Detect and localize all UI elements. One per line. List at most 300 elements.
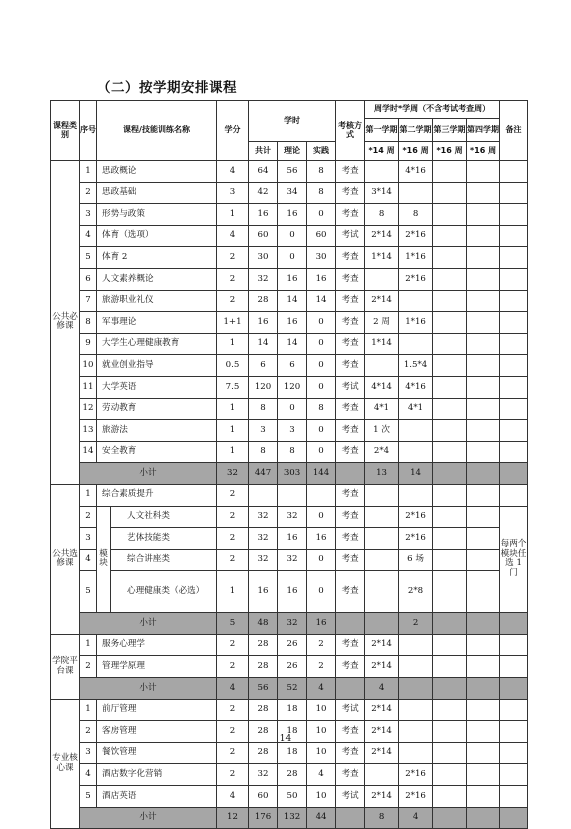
seq-cell: 2 [80,182,97,204]
semester-1-cell [365,161,399,183]
header-category: 课程类别 [51,101,80,161]
header-course-name: 课程/技能训练名称 [97,101,217,161]
hours-total-cell: 120 [249,376,278,398]
semester-3-cell [433,290,467,312]
hours-practice-cell: 2 [307,656,336,678]
hours-practice-cell: 4 [307,764,336,786]
semester-2-cell: 1*16 [399,247,433,269]
subtotal-exam [336,463,365,485]
subtotal-hours-theory: 32 [278,613,307,635]
credit-cell: 2 [217,742,249,764]
course-name-cell: 前厅管理 [97,699,217,721]
course-name-cell: 劳动教育 [97,398,217,420]
seq-cell: 5 [80,786,97,808]
course-name-cell: 体育 2 [97,247,217,269]
remark-cell [500,355,528,377]
credit-cell: 1 [217,420,249,442]
exam-method-cell: 考查 [336,506,365,528]
hours-total-cell: 60 [249,225,278,247]
exam-method-cell: 考试 [336,376,365,398]
course-row [51,549,528,571]
hours-practice-cell: 30 [307,247,336,269]
hours-theory-cell: 34 [278,182,307,204]
category-cell: 专业核心课 [51,699,80,829]
subtotal-semester-2: 14 [399,463,433,485]
hours-practice-cell: 10 [307,721,336,743]
credit-cell: 4 [217,225,249,247]
seq-cell: 4 [80,549,97,571]
semester-3-cell [433,699,467,721]
exam-method-cell: 考查 [336,268,365,290]
semester-4-cell [467,571,500,613]
subtotal-hours-theory: 52 [278,678,307,700]
semester-4-cell [467,398,500,420]
semester-4-cell [467,549,500,571]
hours-total-cell: 28 [249,634,278,656]
semester-4-cell [467,290,500,312]
hours-theory-cell: 16 [278,528,307,550]
course-row [51,182,528,204]
course-name-cell: 安全教育 [97,441,217,463]
semester-1-cell: 4*1 [365,398,399,420]
course-name-cell: 形势与政策 [97,204,217,226]
semester-3-cell [433,441,467,463]
header-exam: 考核方式 [336,101,365,161]
hours-theory-cell: 120 [278,376,307,398]
course-name-cell: 就业创业指导 [97,355,217,377]
semester-3-cell [433,225,467,247]
hours-total-cell: 16 [249,312,278,334]
remark-cell [500,634,528,656]
hours-practice-cell: 8 [307,161,336,183]
course-row [51,268,528,290]
header-weeks-3: *16 周 [433,142,467,161]
course-row [51,528,528,550]
page-number: 14 [279,734,292,744]
hours-total-cell: 28 [249,699,278,721]
exam-method-cell: 考试 [336,786,365,808]
semester-1-cell [365,764,399,786]
semester-4-cell [467,506,500,528]
hours-total-cell: 42 [249,182,278,204]
semester-2-cell: 8 [399,204,433,226]
remark-cell [500,764,528,786]
credit-cell: 1 [217,398,249,420]
subtotal-semester-3 [433,463,467,485]
course-name-cell: 旅游职业礼仪 [97,290,217,312]
header-weekly: 周学时*学周（不含考试考查周） [365,101,500,119]
hours-theory-cell: 18 [278,742,307,764]
semester-1-cell [365,506,399,528]
credit-cell: 1 [217,204,249,226]
credit-cell: 7.5 [217,376,249,398]
credit-cell: 2 [217,699,249,721]
header-hours-practice: 实践 [307,142,336,161]
semester-2-cell [399,290,433,312]
course-row [51,506,528,528]
subtotal-hours-practice: 44 [307,807,336,829]
semester-2-cell [399,634,433,656]
semester-2-cell: 2*16 [399,225,433,247]
credit-cell: 2 [217,290,249,312]
semester-2-cell: 1.5*4 [399,355,433,377]
hours-theory-cell: 18 [278,699,307,721]
semester-2-cell: 4*16 [399,161,433,183]
exam-method-cell: 考查 [336,484,365,506]
credit-cell: 1 [217,571,249,613]
semester-2-cell: 2*8 [399,571,433,613]
subtotal-semester-2: 2 [399,613,433,635]
semester-4-cell [467,268,500,290]
hours-theory-cell: 32 [278,549,307,571]
exam-method-cell: 考查 [336,182,365,204]
exam-method-cell: 考查 [336,398,365,420]
hours-practice-cell: 14 [307,290,336,312]
subtotal-remark [500,613,528,635]
semester-4-cell [467,420,500,442]
subtotal-hours-practice: 16 [307,613,336,635]
hours-theory-cell: 18 [278,721,307,743]
hours-total-cell: 60 [249,786,278,808]
semester-1-cell [365,549,399,571]
semester-1-cell: 2*14 [365,699,399,721]
semester-2-cell: 2*16 [399,764,433,786]
semester-1-cell [365,268,399,290]
semester-3-cell [433,764,467,786]
remark-cell [500,290,528,312]
semester-3-cell [433,484,467,506]
hours-total-cell: 3 [249,420,278,442]
exam-method-cell: 考查 [336,721,365,743]
hours-theory-cell: 32 [278,506,307,528]
credit-cell: 1 [217,333,249,355]
credit-cell: 2 [217,268,249,290]
semester-4-cell [467,656,500,678]
subtotal-hours-theory: 303 [278,463,307,485]
exam-method-cell: 考查 [336,290,365,312]
remark-cell [500,225,528,247]
seq-cell: 4 [80,225,97,247]
section-heading: （二）按学期安排课程 [97,80,237,96]
subtotal-credit: 32 [217,463,249,485]
course-name-cell: 艺体技能类 [111,528,217,550]
semester-1-cell: 2*14 [365,225,399,247]
semester-4-cell [467,528,500,550]
hours-theory-cell: 0 [278,247,307,269]
hours-practice-cell [307,484,336,506]
hours-total-cell: 32 [249,764,278,786]
header-weeks-4: *16 周 [467,142,500,161]
course-row [51,484,528,506]
semester-3-cell [433,528,467,550]
hours-total-cell: 30 [249,247,278,269]
semester-1-cell: 4*14 [365,376,399,398]
seq-cell: 1 [80,699,97,721]
hours-total-cell: 28 [249,656,278,678]
hours-theory-cell: 0 [278,225,307,247]
header-sem-2: 第二学期 [399,119,433,142]
exam-method-cell: 考查 [336,528,365,550]
credit-cell: 2 [217,764,249,786]
hours-theory-cell: 8 [278,441,307,463]
course-name-cell: 餐饮管理 [97,742,217,764]
semester-2-cell [399,182,433,204]
course-name-cell: 服务心理学 [97,634,217,656]
semester-4-cell [467,634,500,656]
course-name-cell: 心理健康类（必选） [111,571,217,613]
exam-method-cell: 考查 [336,656,365,678]
subtotal-hours-total: 447 [249,463,278,485]
seq-cell: 8 [80,312,97,334]
seq-cell: 4 [80,764,97,786]
semester-1-cell: 1*14 [365,333,399,355]
semester-2-cell: 2*16 [399,268,433,290]
hours-practice-cell: 0 [307,355,336,377]
subtotal-semester-2 [399,678,433,700]
seq-cell: 2 [80,656,97,678]
remark-cell [500,786,528,808]
exam-method-cell: 考查 [336,420,365,442]
subtotal-semester-2: 4 [399,807,433,829]
hours-total-cell: 8 [249,441,278,463]
credit-cell: 0.5 [217,355,249,377]
hours-practice-cell: 0 [307,506,336,528]
subtotal-semester-3 [433,678,467,700]
subtotal-hours-total: 176 [249,807,278,829]
hours-practice-cell: 0 [307,420,336,442]
course-row [51,571,528,613]
course-name-cell: 管理学原理 [97,656,217,678]
semester-3-cell [433,268,467,290]
credit-cell: 2 [217,549,249,571]
semester-1-cell: 2*14 [365,634,399,656]
subtotal-label: 小计 [80,807,217,829]
seq-cell: 2 [80,506,97,528]
semester-2-cell [399,484,433,506]
remark-cell [500,268,528,290]
seq-cell: 5 [80,571,97,613]
semester-2-cell [399,656,433,678]
semester-3-cell [433,312,467,334]
semester-1-cell: 2*14 [365,290,399,312]
course-name-cell: 大学英语 [97,376,217,398]
header-hours: 学时 [249,101,336,142]
semester-3-cell [433,333,467,355]
subtotal-credit: 5 [217,613,249,635]
semester-3-cell [433,786,467,808]
credit-cell: 2 [217,484,249,506]
seq-cell: 7 [80,290,97,312]
semester-3-cell [433,420,467,442]
seq-cell: 3 [80,528,97,550]
hours-total-cell: 32 [249,268,278,290]
course-row [51,161,528,183]
credit-cell: 3 [217,182,249,204]
hours-practice-cell: 2 [307,634,336,656]
subtotal-exam [336,807,365,829]
hours-practice-cell: 10 [307,786,336,808]
subtotal-credit: 12 [217,807,249,829]
semester-3-cell [433,656,467,678]
semester-3-cell [433,398,467,420]
remark-cell [500,376,528,398]
course-name-cell: 人文社科类 [111,506,217,528]
course-name-cell: 酒店数字化营销 [97,764,217,786]
subtotal-semester-4 [467,463,500,485]
subtotal-remark [500,678,528,700]
hours-practice-cell: 0 [307,571,336,613]
credit-cell: 1 [217,441,249,463]
hours-total-cell: 32 [249,549,278,571]
semester-4-cell [467,742,500,764]
hours-total-cell: 6 [249,355,278,377]
hours-practice-cell: 16 [307,268,336,290]
semester-4-cell [467,333,500,355]
semester-1-cell [365,571,399,613]
hours-practice-cell: 0 [307,333,336,355]
course-row [51,312,528,334]
hours-theory-cell: 56 [278,161,307,183]
credit-cell: 2 [217,528,249,550]
course-name-cell: 思政概论 [97,161,217,183]
semester-4-cell [467,247,500,269]
subtotal-remark [500,807,528,829]
course-row [51,247,528,269]
exam-method-cell: 考查 [336,247,365,269]
semester-2-cell: 2*16 [399,786,433,808]
semester-2-cell: 6 场 [399,549,433,571]
remark-cell [500,699,528,721]
course-name-cell: 体育（选项） [97,225,217,247]
exam-method-cell: 考查 [336,333,365,355]
subtotal-row [51,613,528,635]
credit-cell: 4 [217,786,249,808]
hours-theory-cell: 16 [278,312,307,334]
credit-cell: 1+1 [217,312,249,334]
subtotal-credit: 4 [217,678,249,700]
seq-cell: 10 [80,355,97,377]
course-name-cell: 旅游法 [97,420,217,442]
hours-total-cell: 32 [249,528,278,550]
semester-4-cell [467,484,500,506]
semester-4-cell [467,161,500,183]
subtotal-hours-theory: 132 [278,807,307,829]
hours-practice-cell: 0 [307,376,336,398]
subtotal-hours-total: 56 [249,678,278,700]
semester-2-cell: 2*16 [399,528,433,550]
course-name-cell: 军事理论 [97,312,217,334]
semester-3-cell [433,634,467,656]
semester-4-cell [467,182,500,204]
semester-2-cell [399,699,433,721]
semester-1-cell: 2*14 [365,721,399,743]
hours-practice-cell: 16 [307,528,336,550]
seq-cell: 2 [80,721,97,743]
elective-remark: 每两个模块任选 1 门 [500,506,528,613]
hours-total-cell: 8 [249,398,278,420]
exam-method-cell: 考查 [336,634,365,656]
course-row [51,420,528,442]
header-hours-theory: 理论 [278,142,307,161]
course-row [51,333,528,355]
seq-cell: 5 [80,247,97,269]
hours-theory-cell: 26 [278,634,307,656]
hours-total-cell: 16 [249,204,278,226]
subtotal-hours-practice: 144 [307,463,336,485]
remark-cell [500,656,528,678]
course-row [51,290,528,312]
semester-1-cell: 1 次 [365,420,399,442]
semester-3-cell [433,182,467,204]
semester-1-cell: 8 [365,204,399,226]
semester-2-cell: 4*16 [399,376,433,398]
semester-2-cell: 4*1 [399,398,433,420]
credit-cell: 2 [217,634,249,656]
hours-theory-cell: 28 [278,764,307,786]
subtotal-exam [336,613,365,635]
header-sem-4: 第四学期 [467,119,500,142]
course-name-cell: 综合讲座类 [111,549,217,571]
seq-cell: 12 [80,398,97,420]
semester-1-cell [365,484,399,506]
exam-method-cell: 考查 [336,742,365,764]
semester-1-cell: 2*14 [365,656,399,678]
subtotal-label: 小计 [80,678,217,700]
hours-total-cell: 28 [249,742,278,764]
subtotal-semester-1: 8 [365,807,399,829]
subtotal-semester-1: 13 [365,463,399,485]
course-row [51,376,528,398]
course-row [51,355,528,377]
semester-4-cell [467,786,500,808]
header-weeks-1: *14 周 [365,142,399,161]
seq-cell: 14 [80,441,97,463]
semester-4-cell [467,441,500,463]
semester-1-cell: 2*4 [365,441,399,463]
course-name-cell: 酒店英语 [97,786,217,808]
hours-theory-cell: 14 [278,333,307,355]
exam-method-cell: 考查 [336,549,365,571]
hours-theory-cell: 16 [278,571,307,613]
semester-1-cell: 2 周 [365,312,399,334]
hours-theory-cell: 14 [278,290,307,312]
hours-practice-cell: 10 [307,742,336,764]
subtotal-exam [336,678,365,700]
exam-method-cell: 考查 [336,355,365,377]
header-seq: 序号 [80,101,97,161]
course-schedule-table [50,100,528,829]
seq-cell: 3 [80,742,97,764]
semester-3-cell [433,247,467,269]
course-row [51,699,528,721]
hours-practice-cell: 8 [307,182,336,204]
semester-4-cell [467,376,500,398]
semester-1-cell [365,528,399,550]
semester-4-cell [467,204,500,226]
course-row [51,204,528,226]
semester-1-cell: 3*14 [365,182,399,204]
course-row [51,656,528,678]
exam-method-cell: 考查 [336,204,365,226]
exam-method-cell: 考查 [336,312,365,334]
hours-theory-cell: 26 [278,656,307,678]
subtotal-semester-1: 4 [365,678,399,700]
remark-cell [500,398,528,420]
course-row [51,225,528,247]
exam-method-cell: 考查 [336,161,365,183]
course-row [51,441,528,463]
remark-cell [500,161,528,183]
